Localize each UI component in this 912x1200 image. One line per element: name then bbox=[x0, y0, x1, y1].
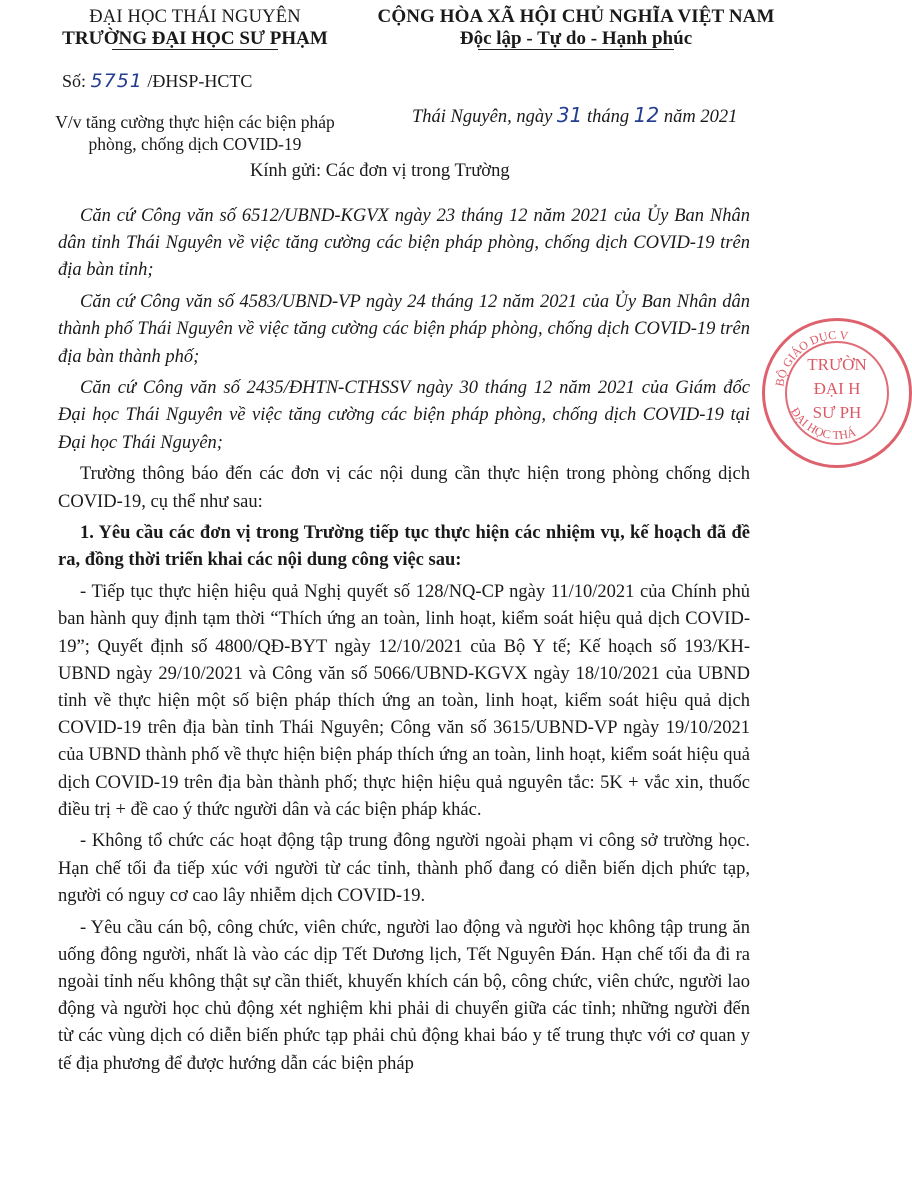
header-left-rule bbox=[112, 49, 278, 50]
document-number bbox=[62, 70, 252, 92]
stamp-arc-bottom-text: ĐẠI HỌC THÁ bbox=[787, 404, 858, 443]
number-prefix: Số: bbox=[62, 71, 91, 91]
header-right bbox=[352, 6, 800, 50]
school-name: TRƯỜNG ĐẠI HỌC SƯ PHẠM bbox=[62, 28, 328, 49]
paragraph-basis-2: Căn cứ Công văn số 4583/UBND-VP ngày 24 tháng 12 năm 2021 của Ủy Ban Nhân dân thành phố Thái Nguyên về việc tăng cường các biện pháp phòng, chống dịch COVID-19 trên địa bàn thành phố; bbox=[58, 292, 750, 367]
recipient: Kính gửi: Các đơn vị trong Trường bbox=[250, 161, 510, 181]
date-month: 12 bbox=[633, 103, 660, 127]
subject-line2: phòng, chống dịch COVID-19 bbox=[88, 134, 302, 154]
university-name: ĐẠI HỌC THÁI NGUYÊN bbox=[89, 7, 301, 27]
section-heading-1: 1. Yêu cầu các đơn vị trong Trường tiếp tục thực hiện các nhiệm vụ, kế hoạch đã đề ra, đồng thời triển khai các nội dung công việc sau: bbox=[58, 523, 750, 571]
date-place: Thái Nguyên, ngày bbox=[412, 107, 557, 127]
header-right-rule bbox=[478, 49, 674, 50]
date-day: 31 bbox=[556, 103, 583, 127]
official-stamp bbox=[762, 318, 912, 468]
document-subject bbox=[50, 111, 340, 155]
stamp-text bbox=[787, 353, 887, 425]
stamp-line2: ĐẠI H bbox=[813, 379, 861, 398]
paragraph-intro: Trường thông báo đến các đơn vị các nội dung cần thực hiện trong phòng chống dịch COVID-19, cụ thể như sau: bbox=[58, 464, 750, 512]
paragraph-basis-3: Căn cứ Công văn số 2435/ĐHTN-CTHSSV ngày 30 tháng 12 năm 2021 của Giám đốc Đại học Thái Nguyên về việc tăng cường các biện pháp phòng, chống dịch COVID-19 tại Đại học Thái Nguyên; bbox=[58, 378, 750, 453]
national-motto: Độc lập - Tự do - Hạnh phúc bbox=[459, 28, 693, 49]
stamp-line3: SƯ PH bbox=[812, 403, 862, 422]
stamp-arc-top-text: BỘ GIÁO DỤC V bbox=[772, 327, 850, 388]
document-date bbox=[412, 104, 737, 128]
header-left bbox=[50, 6, 340, 50]
subject-line1: V/v tăng cường thực hiện các biện pháp bbox=[55, 112, 335, 132]
paragraph-basis-1: Căn cứ Công văn số 6512/UBND-KGVX ngày 23 tháng 12 năm 2021 của Ủy Ban Nhân dân tỉnh Thái Nguyên về việc tăng cường các biện pháp phòng, chống dịch COVID-19 trên địa bàn tỉnh; bbox=[58, 206, 750, 281]
national-title: CỘNG HÒA XÃ HỘI CHỦ NGHĨA VIỆT NAM bbox=[377, 6, 775, 27]
paragraph-item-2: - Không tổ chức các hoạt động tập trung đông người ngoài phạm vi công sở trường học. Hạn chế tối đa tiếp xúc với người từ các tỉnh, thành phố đang có diễn biến dịch phức tạp, người có nguy cơ cao lây nhiễm dịch COVID-19. bbox=[58, 831, 750, 906]
paragraph-item-3: - Yêu cầu cán bộ, công chức, viên chức, người lao động và người học không tập trung ăn uống đông người, nhất là vào các dịp Tết Dương lịch, Tết Nguyên Đán. Hạn chế tối đa đi ra ngoài tỉnh nếu không thật sự cần thiết, khuyến khích cán bộ, công chức, viên chức, người lao động và người học chủ động xét nghiệm khi phải di chuyển giữa các tỉnh; những người đến từ các vùng dịch có diễn biến phức tạp phải chủ động khai báo y tế trung thực với cơ quan y tế địa phương để được hướng dẫn các biện pháp bbox=[58, 917, 750, 1074]
stamp-line1: TRƯỜN bbox=[807, 355, 867, 374]
number-handwritten: 5751 bbox=[90, 70, 143, 92]
date-month-label: tháng bbox=[582, 107, 634, 127]
paragraph-item-1: - Tiếp tục thực hiện hiệu quả Nghị quyết số 128/NQ-CP ngày 11/10/2021 của Chính phủ ban hành quy định tạm thời “Thích ứng an toàn, linh hoạt, kiểm soát hiệu quả dịch COVID-19”; Quyết định số 4800/QĐ-BYT ngày 12/10/2021 của Bộ Y tế; Kế hoạch số 193/KH-UBND ngày 29/10/2021 và Công văn số 5066/UBND-KGVX ngày 18/10/2021 của UBND tỉnh về thực hiện một số biện pháp thích ứng an toàn, linh hoạt, kiểm soát hiệu quả dịch COVID-19 trên địa bàn tỉnh Thái Nguyên; Công văn số 3615/UBND-VP ngày 19/10/2021 của UBND thành phố về thực hiện biện pháp thích ứng an toàn, linh hoạt, kiểm soát hiệu quả dịch COVID-19 trên địa bàn thành phố; thực hiện hiệu quả nguyên tắc: 5K + vắc xin, thuốc điều trị + đề cao ý thức người dân và các biện pháp khác. bbox=[58, 582, 750, 820]
number-suffix: /ĐHSP-HCTC bbox=[142, 71, 253, 91]
document-body bbox=[58, 203, 750, 1082]
date-year: năm 2021 bbox=[659, 107, 738, 127]
